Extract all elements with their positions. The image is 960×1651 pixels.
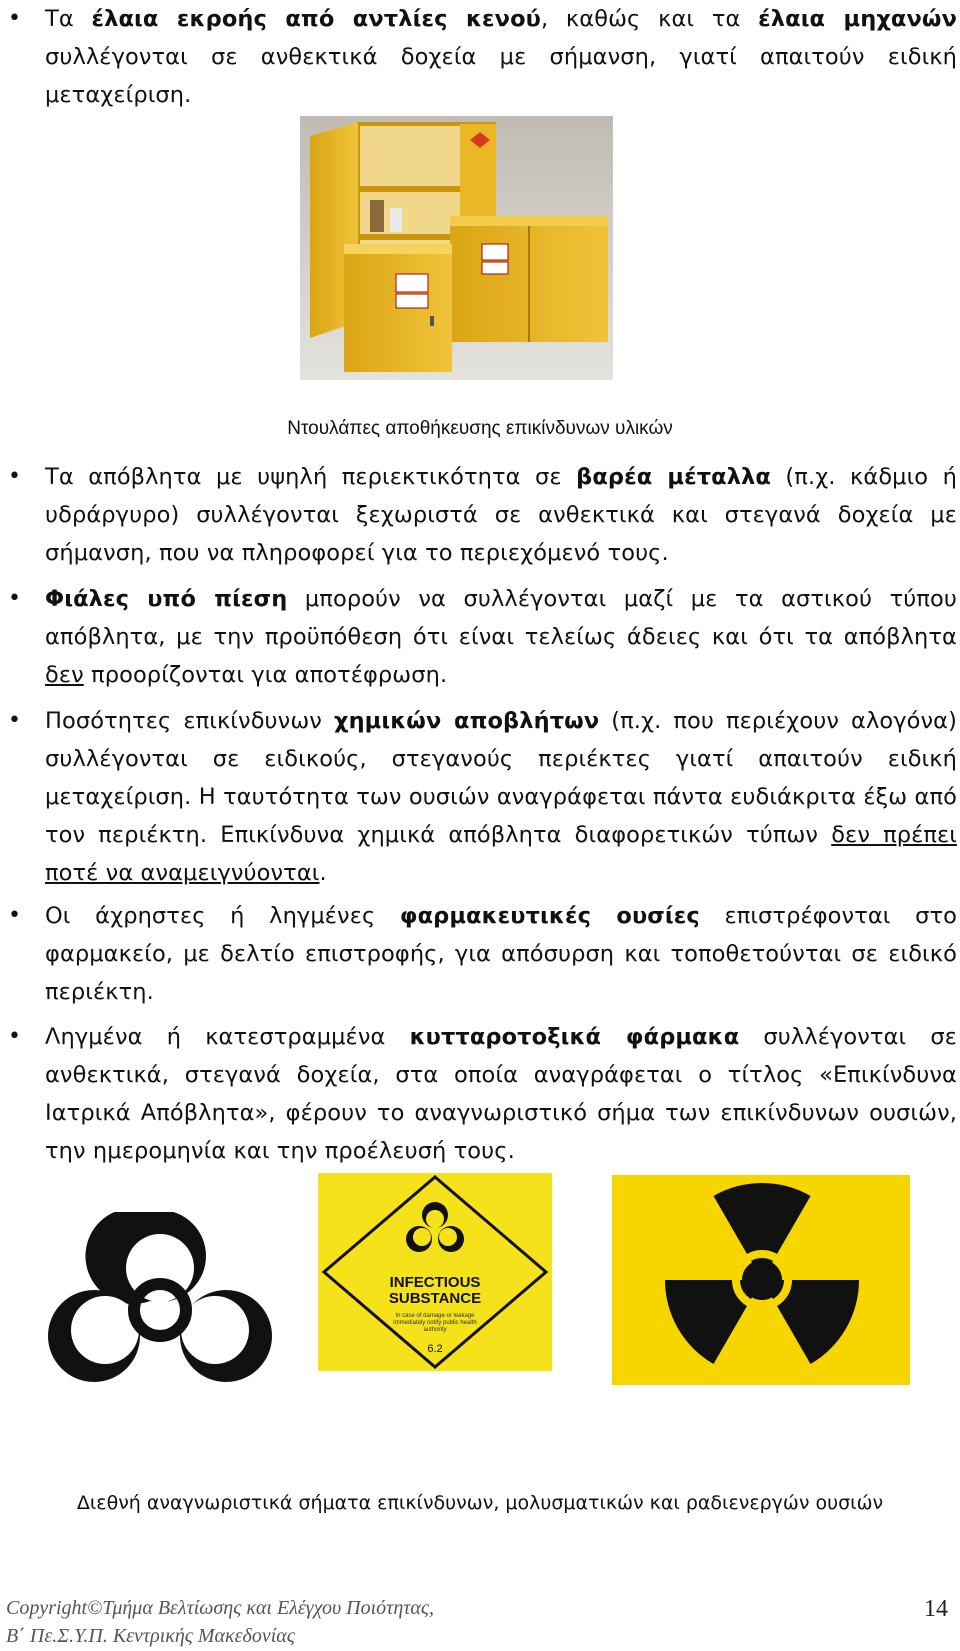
bold-term: χημικών αποβλήτων: [333, 708, 600, 734]
caption-symbols: Διεθνή αναγνωριστικά σήματα επικίνδυνων, μολυσματικών και ραδιενεργών ουσιών: [76, 1492, 884, 1514]
paragraph-pressure-cylinders: [45, 580, 957, 694]
paragraph-pharmaceuticals: [45, 897, 957, 1011]
paragraph-cytotoxic: [45, 1018, 957, 1170]
text-segment: μπορούν να συλλέγονται μαζί με τα αστικού τύπου απόβλητα, με την προϋπόθεση ότι είναι τελείως άδειες και ότι τα απόβλητα: [45, 586, 957, 650]
infectious-substance-sign: [318, 1173, 552, 1371]
bullet-glyph: •: [8, 708, 21, 733]
paragraph-heavy-metals: [45, 458, 957, 572]
bullet-glyph: •: [8, 464, 21, 489]
footer-line2: Β΄ Πε.Σ.Υ.Π. Κεντρικής Μακεδονίας: [6, 1625, 295, 1647]
paragraph-oils: [45, 0, 957, 114]
infectious-class-number: 6.2: [427, 1343, 443, 1355]
text-segment: Οι άχρηστες ή ληγμένες: [45, 903, 400, 929]
underlined-text: δεν: [45, 662, 84, 688]
infectious-small-text: In case of damage or leakage immediately notify public health authority: [393, 1313, 477, 1333]
text-segment: Ληγμένα ή κατεστραμμένα: [45, 1024, 410, 1050]
text-segment: (π.χ. που περιέχουν αλογόνα) συλλέγονται σε ειδικούς, στεγανούς περιέκτες γιατί απαιτούν ειδική μεταχείριση. Η ταυτότητα των ουσιών αναγράφεται πάντα ευδιάκριτα έξω από τον περιέκτη. Επικίνδυνα χημικά απόβλητα διαφορετικών τύπων: [45, 708, 957, 848]
text-segment: Ποσότητες επικίνδυνων: [45, 708, 334, 734]
bullet-glyph: •: [8, 586, 21, 611]
bold-term: βαρέα μέταλλα: [576, 464, 771, 490]
text-segment: επιστρέφονται στο φαρμακείο, με δελτίο επιστροφής, για απόσυρση και τοποθετούνται σε ειδικό περιέκτη.: [45, 903, 957, 1005]
radiation-icon: [612, 1175, 910, 1385]
caption-cabinets: Ντουλάπες αποθήκευσης επικίνδυνων υλικών: [287, 418, 673, 439]
text-segment: προορίζονται για αποτέφρωση.: [83, 662, 448, 688]
infectious-line2: SUBSTANCE: [388, 1290, 482, 1307]
page-number: 14: [924, 1596, 948, 1622]
bullet-glyph: •: [8, 1024, 21, 1049]
bold-term: Φιάλες υπό πίεση: [45, 586, 288, 612]
paragraph-chemical-waste: [45, 702, 957, 892]
text-segment: Τα: [45, 6, 92, 32]
bold-term: φαρμακευτικές ουσίες: [399, 903, 700, 929]
bullet-glyph: •: [8, 903, 21, 928]
text-segment: συλλέγονται σε ανθεκτικά δοχεία με σήμανση, γιατί απαιτούν ειδική μεταχείριση.: [45, 44, 957, 108]
text-segment: συλλέγονται σε ανθεκτικά, στεγανά δοχεία, στα οποία αναγράφεται ο τίτλος «Επικίνδυνα Ιατρικά Απόβλητα», φέρουν το αναγνωριστικό σήμα των επικίνδυνων ουσιών, την ημερομηνία και την προέλευσή τους.: [45, 1024, 957, 1164]
text-segment: .: [319, 860, 327, 886]
infectious-line1: INFECTIOUS: [389, 1274, 481, 1291]
footer-copyright: [6, 1594, 434, 1650]
text-segment: Τα απόβλητα με υψηλή περιεκτικότητα σε: [45, 464, 577, 490]
text-segment: , καθώς και τα: [540, 6, 759, 32]
bold-term: κυτταροτοξικά φάρμακα: [409, 1024, 740, 1050]
underlined-text: δεν πρέπει ποτέ να αναμειγνύονται: [45, 822, 957, 886]
bold-term: έλαια εκροής από αντλίες κενού: [91, 6, 541, 32]
biohazard-icon: [40, 1212, 280, 1384]
bullet-glyph: •: [8, 6, 21, 31]
text-segment: (π.χ. κάδμιο ή υδράργυρο) συλλέγονται ξεχωριστά σε ανθεκτικά και στεγανά δοχεία με σήμανση, που να πληροφορεί για το περιεχόμενό τους.: [45, 464, 958, 566]
bold-term: έλαια μηχανών: [758, 6, 957, 32]
footer-line1: Copyright©Τμήμα Βελτίωσης και Ελέγχου Ποιότητας,: [6, 1597, 435, 1619]
hazmat-cabinets-photo: [300, 116, 613, 380]
